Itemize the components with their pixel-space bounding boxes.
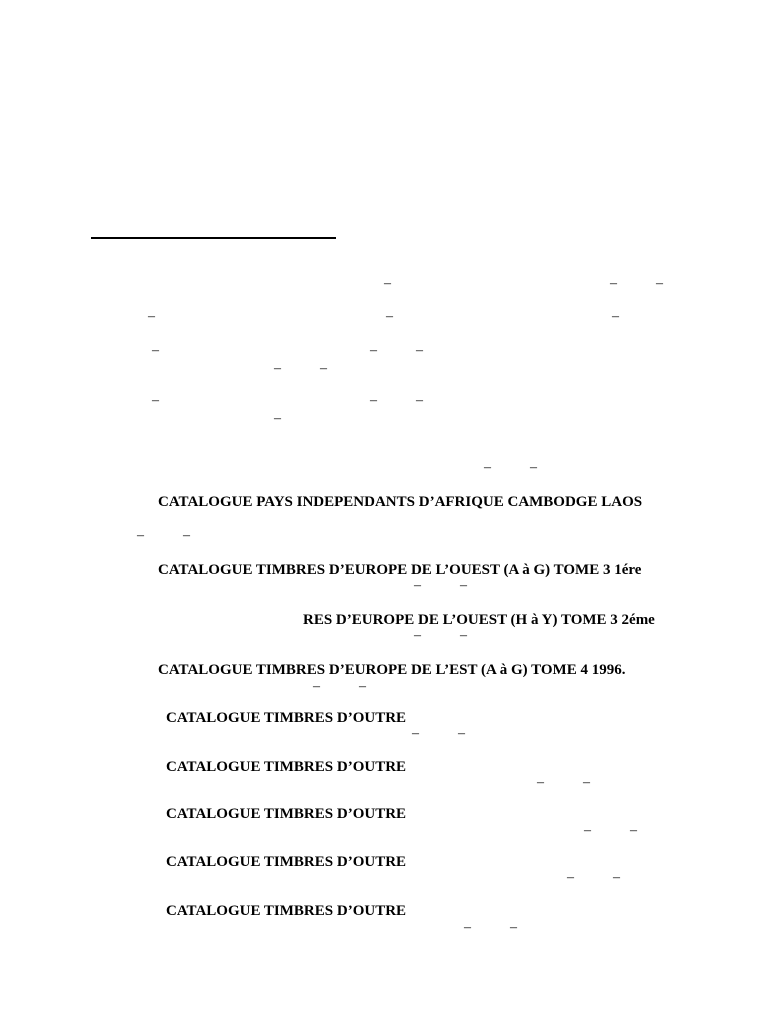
catalogue-line: CATALOGUE TIMBRES D’OUTRE xyxy=(166,806,407,822)
dash-mark: – xyxy=(152,393,159,408)
catalogue-line: CATALOGUE TIMBRES D’OUTRE xyxy=(166,759,407,775)
dash-mark: – xyxy=(537,775,544,790)
dash-mark: – xyxy=(584,823,591,838)
dash-mark: – xyxy=(416,393,423,408)
catalogue-line: CATALOGUE TIMBRES D’OUTRE xyxy=(166,710,407,726)
dash-mark: – xyxy=(384,276,391,291)
dash-mark: – xyxy=(612,309,619,324)
dash-mark: – xyxy=(359,679,366,694)
dash-mark: – xyxy=(613,870,620,885)
dash-mark: – xyxy=(414,578,421,593)
dash-mark: – xyxy=(567,870,574,885)
catalogue-line: RES D’EUROPE DE L’OUEST (H à Y) TOME 3 2éme xyxy=(303,612,655,628)
dash-mark: – xyxy=(464,920,471,935)
dash-mark: – xyxy=(313,679,320,694)
dash-mark: – xyxy=(148,309,155,324)
dash-mark: – xyxy=(414,628,421,643)
dash-mark: – xyxy=(152,343,159,358)
dash-mark: – xyxy=(183,528,190,543)
horizontal-rule xyxy=(91,237,336,239)
dash-mark: – xyxy=(630,823,637,838)
dash-mark: – xyxy=(320,361,327,376)
dash-mark: – xyxy=(386,309,393,324)
dash-mark: – xyxy=(412,726,419,741)
dash-mark: – xyxy=(510,920,517,935)
dash-mark: – xyxy=(458,726,465,741)
dash-mark: – xyxy=(460,628,467,643)
dash-mark: – xyxy=(416,343,423,358)
dash-mark: – xyxy=(370,393,377,408)
dash-mark: – xyxy=(370,343,377,358)
dash-mark: – xyxy=(610,276,617,291)
dash-mark: – xyxy=(274,411,281,426)
catalogue-line: CATALOGUE TIMBRES D’EUROPE DE L’OUEST (A à G) TOME 3 1ére xyxy=(158,562,642,578)
catalogue-line: CATALOGUE PAYS INDEPENDANTS D’AFRIQUE CAMBODGE LAOS xyxy=(158,494,643,510)
dash-mark: – xyxy=(656,276,663,291)
dash-mark: – xyxy=(460,578,467,593)
dash-mark: – xyxy=(137,528,144,543)
dash-mark: – xyxy=(484,460,491,475)
catalogue-line: CATALOGUE TIMBRES D’EUROPE DE L’EST (A à G) TOME 4 1996. xyxy=(158,662,626,678)
dash-mark: – xyxy=(530,460,537,475)
catalogue-line: CATALOGUE TIMBRES D’OUTRE xyxy=(166,854,407,870)
dash-mark: – xyxy=(274,361,281,376)
catalogue-line: CATALOGUE TIMBRES D’OUTRE xyxy=(166,903,407,919)
dash-mark: – xyxy=(583,775,590,790)
